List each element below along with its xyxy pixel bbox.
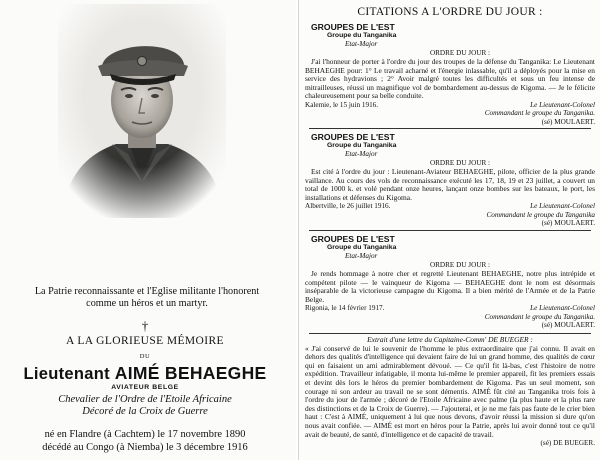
tribute-line: La Patrie reconnaissante et l'Eglise militante l'honorent [34, 286, 260, 297]
citation-divider [309, 333, 591, 334]
citation-2 [305, 132, 595, 228]
citation-staff: Etat-Major [345, 40, 378, 48]
citation-body: Je rends hommage à notre cher et regretté Lieutenant BEHAEGHE, notre plus intrépide et compétent pilote — le vainqueur de Kigoma — BEHAEGHE dont le nom est désormais inséparable de la victorieuse campagne du Kigoma. Il a bien mérité de l'Armée et de la Patrie Belge. [305, 269, 595, 304]
memorial-card-left-page [0, 0, 296, 460]
extract-signature: (sé) DE BUEGER. [540, 439, 595, 448]
honors [0, 394, 290, 418]
citations-title: CITATIONS A L'ORDRE DU JOUR : [357, 6, 543, 18]
citation-group: GROUPES DE L'EST [311, 22, 395, 32]
citation-signature-role: Commandant le groupe du Tanganika. [484, 109, 595, 118]
aviator-label: AVIATEUR BELGE [111, 384, 179, 391]
citation-divider [309, 230, 591, 231]
deceased-name [0, 363, 290, 384]
honor-line: Décoré de la Croix de Guerre [82, 406, 208, 417]
citation-staff: Etat-Major [345, 150, 378, 158]
citation-body: Est cité à l'ordre du jour : Lieutenant-Aviateur BEHAEGHE, pilote, officier de la plus grande vaillance. Au cours des vols de reconnaissance exécuté les 17, 18, 19 et 23 juillet, a couvert un total de 1000 k. et volé pendant onze heures, lançant onze bombes sur les bateaux, le port, les installations et défenses du Kigoma. [305, 167, 595, 202]
life-dates [0, 429, 290, 454]
letter-extract [305, 336, 595, 448]
citation-subgroup: Groupe du Tanganika [327, 142, 397, 149]
death-line: décédé au Congo (à Niemba) le 3 décembre 1916 [42, 441, 248, 453]
citation-signature-name: (sé) MOULAERT. [541, 321, 595, 330]
citation-place-date: Kalemie, le 15 juin 1916. [305, 100, 379, 109]
citation-subgroup: Groupe du Tanganika [327, 244, 397, 251]
memory-heading: A LA GLORIEUSE MÉMOIRE [66, 335, 224, 347]
citation-body: J'ai l'honneur de porter à l'ordre du jour des troupes de la défense du Tanganika: Le Lieutenant BEHAEGHE pour: 1° Le travail acharné et l'énergie inlassable, qu'il a déployés pour la mise en service des hydravions ; 2° Avoir malgré toutes les difficultés et sous un feu intense de mitrailleuses, réussi un magnifique vol de bombardement au-dessus de Kigoma. — Je le félicite chaleureusement pour sa belle conduite. [305, 57, 595, 101]
tribute-text [6, 286, 288, 310]
citation-signature-title: Le Lieutenant-Colonel [530, 304, 595, 313]
citation-place-date: Albertville, le 26 juillet 1916. [305, 202, 391, 211]
citation-3 [305, 234, 595, 330]
honor-line: Chevalier de l'Ordre de l'Etoile Africaine [58, 394, 232, 405]
citation-group: GROUPES DE L'EST [311, 234, 395, 244]
citation-group: GROUPES DE L'EST [311, 132, 395, 142]
citation-subgroup: Groupe du Tanganika [327, 32, 397, 39]
extract-header: Extrait d'une lettre du Capitaine-Comm' DE BUEGER : [367, 335, 533, 344]
birth-line: né en Flandre (à Cachtem) le 17 novembre 1890 [44, 429, 246, 440]
extract-body: « J'ai conservé de lui le souvenir de l'homme le plus extraordinaire que j'ai connu. Il avait en dehors des qualités d'intelligence qui devaient faire de lui un grand homme, des qualités de cœur qui en faisaient un ami admirablement dévoué. — Ce qu'il fit là-bas, c'est l'histoire de notre expédition. Travailleur infatigable, il monta lui-même le premier appareil, fit les premiers essais et devint dès lors le héros du premier bombardement de Kigoma. Pas un seul moment, son courage ni son ardeur au travail ne se sont démentis. AIMÉ fût cité au Tanganika trois fois à l'ordre du jour de l'armée ; décoré de l'Etoile Africaine avec palme (la plus haute et la plus rare des distinctions et de la Croix de Guerre). — J'ajouterai, et je ne me fais pas faute de le crier bien haut : C'est à AIMÉ, uniquement à lui que nous devons, d'avoir réussi la mission si dure qu'on nous avait confiée. — AIMÉ est mort en héros pour la Patrie, après lui avoir donné tout ce qu'il avait de beauté, de santé, d'intelligence et de capacité de travail. [305, 343, 595, 439]
portrait-photo [58, 4, 226, 218]
cross-icon: † [141, 318, 149, 333]
citation-place-date: Rigonia, le 14 février 1917. [305, 304, 385, 313]
deceased-fullname: AIMÉ BEHAEGHE [114, 363, 267, 383]
citation-signature-title: Le Lieutenant-Colonel [530, 202, 595, 211]
tribute-line: comme un héros et un martyr. [86, 298, 208, 309]
citation-signature-title: Le Lieutenant-Colonel [530, 100, 595, 109]
citation-signature-name: (sé) MOULAERT. [541, 117, 595, 126]
citation-staff: Etat-Major [345, 252, 378, 260]
citation-1 [305, 22, 595, 126]
citation-signature-row [305, 202, 595, 210]
citation-signature-row [305, 304, 595, 312]
citation-signature-name: (sé) MOULAERT. [541, 219, 595, 228]
deceased-rank: Lieutenant [23, 365, 110, 383]
citation-signature-role: Commandant le groupe du Tanganika [486, 210, 595, 219]
du-label: DU [139, 353, 151, 360]
citation-order-heading: ORDRE DU JOUR : [429, 159, 491, 167]
citation-order-heading: ORDRE DU JOUR : [429, 49, 491, 57]
citation-divider [309, 128, 591, 129]
citation-signature-row [305, 101, 595, 109]
memorial-card-right-page [298, 0, 600, 460]
citation-signature-role: Commandant le groupe du Tanganika. [484, 312, 595, 321]
citation-order-heading: ORDRE DU JOUR : [429, 261, 491, 269]
